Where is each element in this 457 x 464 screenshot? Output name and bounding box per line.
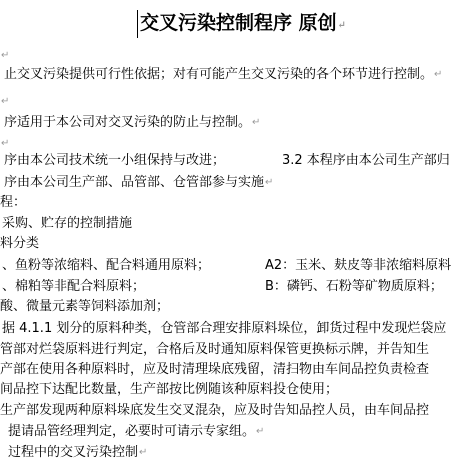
paragraph-mark-icon: ↵	[1, 96, 10, 107]
text-line	[2, 258, 210, 274]
title-text: 交叉污染控制程序 原创	[140, 12, 337, 34]
line-text: 生产部发现两种原料垛底发生交叉混杂，应及时告知品控人员，由车间品控	[0, 403, 430, 418]
empty-line	[0, 48, 9, 64]
text-line	[0, 403, 429, 419]
empty-line	[0, 94, 9, 110]
paragraph-mark-icon: ↵	[1, 138, 10, 149]
line-text: 采购、贮存的控制措施	[2, 216, 133, 231]
text-line	[0, 362, 429, 378]
line-text: 产部在使用各种原料时，应及时清理垛底残留，清扫物由车间品控负责检查	[0, 362, 430, 377]
text-line	[265, 258, 451, 274]
line-text: 提请品管经理判定，必要时可请示专家组。	[8, 424, 256, 439]
text-line	[2, 321, 446, 337]
line-text: 酸、微量元素等饲料添加剂；	[0, 299, 170, 314]
text-line	[2, 216, 132, 232]
text-line	[0, 382, 338, 398]
line-text: 序由本公司生产部、品管部、仓管部参与实施	[4, 175, 265, 190]
text-line	[0, 342, 429, 358]
paragraph-mark-icon: ↵	[434, 69, 443, 80]
paragraph-mark-icon: ↵	[256, 426, 265, 437]
line-text: 程：	[0, 195, 27, 210]
line-text: 过程中的交叉污染控制	[8, 445, 139, 460]
line-text: 、鱼粉等浓缩料、配合料通用原料；	[2, 258, 211, 273]
text-line	[4, 153, 225, 169]
line-text: 料分类	[0, 236, 40, 251]
line-text: 序适用于本公司对交叉污染的防止与控制。	[4, 115, 252, 130]
text-line	[4, 175, 273, 191]
paragraph-mark-icon: ↵	[139, 447, 148, 458]
text-line	[0, 299, 169, 315]
text-line	[0, 195, 26, 211]
line-text: B：磷钙、石粉等矿物质原料；	[265, 279, 443, 294]
paragraph-mark-icon: ↵	[1, 50, 10, 61]
text-line	[8, 424, 264, 440]
text-line	[8, 445, 147, 461]
line-text: 序由本公司技术统一小组保持与改进；	[4, 153, 226, 168]
line-text: 3.2 本程序由本公司生产部归	[282, 153, 450, 168]
text-line	[4, 67, 442, 83]
line-text: 间品控下达配比数量，生产部按比例随该种原料投仓使用；	[0, 382, 339, 397]
line-text: 据 4.1.1 划分的原料种类，仓管部合理安排原料垛位，卸货过程中发现烂袋应	[2, 321, 447, 336]
text-cursor	[137, 10, 138, 38]
text-line	[2, 279, 145, 295]
text-line	[4, 115, 260, 131]
text-line	[282, 153, 450, 169]
paragraph-mark-icon: ↵	[337, 20, 347, 31]
paragraph-mark-icon: ↵	[252, 117, 261, 128]
empty-line	[0, 136, 9, 152]
paragraph-mark-icon: ↵	[265, 177, 274, 188]
line-text: A2：玉米、麸皮等非浓缩料原料	[265, 258, 452, 273]
line-text: 、棉粕等非配合料原料；	[2, 279, 146, 294]
line-text: 止交叉污染提供可行性依据；对有可能产生交叉污染的各个环节进行控制。	[4, 67, 434, 82]
document-title	[140, 10, 346, 39]
line-text: 管部对烂袋原料进行判定，合格后及时通知原料保管更换标示牌，并告知生	[0, 342, 430, 357]
text-line	[265, 279, 443, 295]
text-line	[0, 236, 39, 252]
